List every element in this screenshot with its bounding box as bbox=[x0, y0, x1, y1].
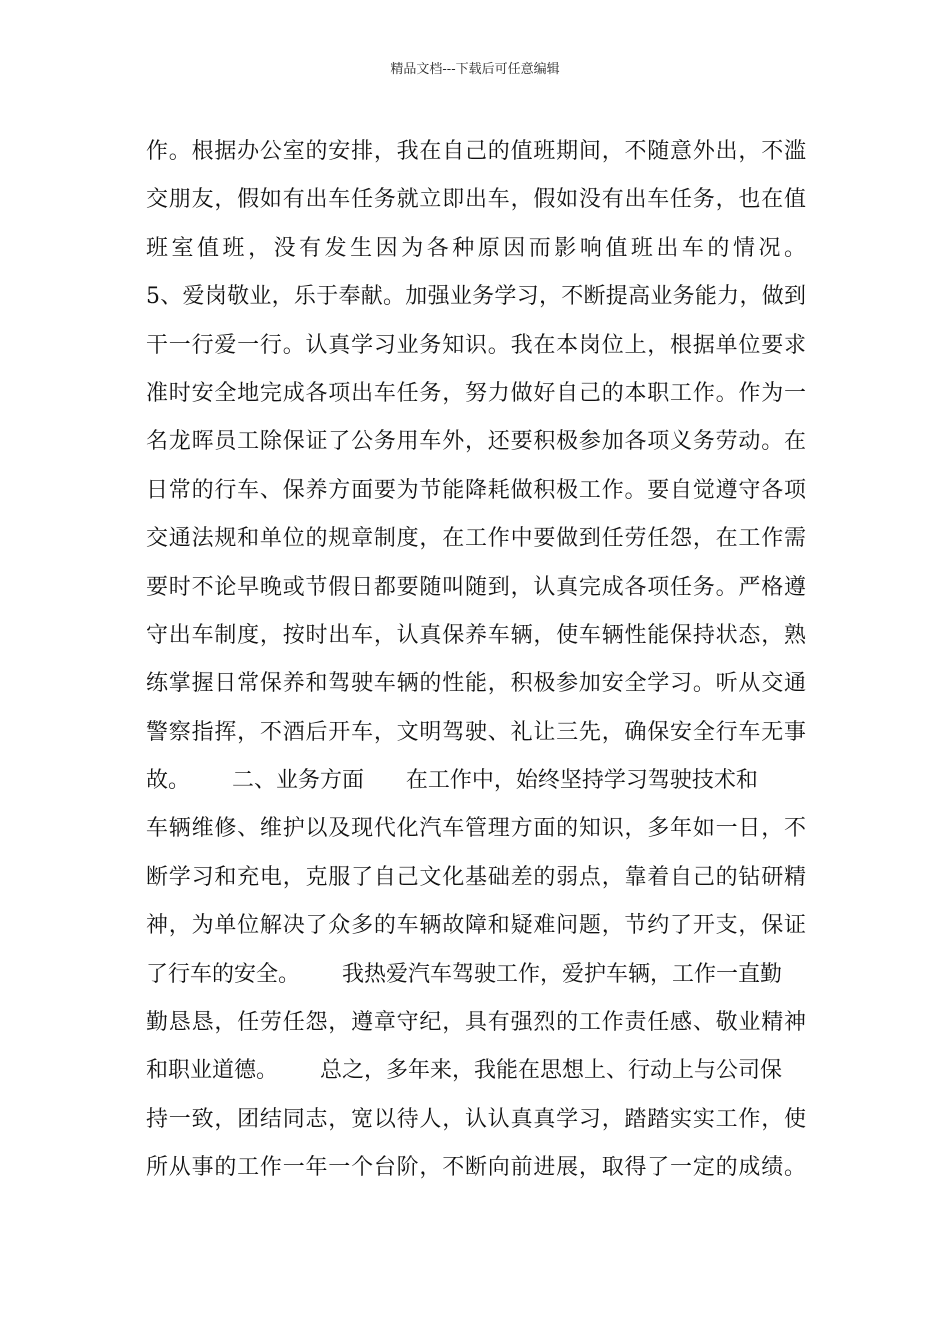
text-line-10: 要时不论早晚或节假日都要随叫随到，认真完成各项任务。严格遵 bbox=[146, 574, 806, 600]
document-body bbox=[146, 128, 806, 1193]
text-line-7: 名龙晖员工除保证了公务用车外，还要积极参加各项义务劳动。在 bbox=[146, 429, 806, 455]
text-line-21: 持一致，团结同志，宽以待人，认认真真学习，踏踏实实工作，使 bbox=[146, 1106, 806, 1132]
text-line-1: 作。根据办公室的安排，我在自己的值班期间，不随意外出，不滥 bbox=[146, 139, 806, 164]
text-line-3: 班室值班，没有发生因为各种原因而影响值班出车的情况。 bbox=[146, 235, 806, 261]
text-line-6: 准时安全地完成各项出车任务，努力做好自己的本职工作。作为一 bbox=[146, 380, 806, 406]
text-line-12: 练掌握日常保养和驾驶车辆的性能，积极参加安全学习。听从交通 bbox=[146, 671, 806, 697]
text-line-20: 和职业道德。 总之，多年来，我能在思想上、行动上与公司保 bbox=[146, 1058, 782, 1084]
text-line-17: 神，为单位解决了众多的车辆故障和疑难问题，节约了开支，保证 bbox=[146, 913, 806, 939]
text-line-2: 交朋友，假如有出车任务就立即出车，假如没有出车任务，也在值 bbox=[146, 187, 806, 213]
text-line-9: 交通法规和单位的规章制度，在工作中要做到任劳任怨，在工作需 bbox=[146, 526, 806, 552]
text-line-8: 日常的行车、保养方面要为节能降耗做积极工作。要自觉遵守各项 bbox=[146, 477, 806, 503]
page-header: 精品文档---下载后可任意编辑 bbox=[390, 62, 560, 77]
text-line-15: 车辆维修、维护以及现代化汽车管理方面的知识，多年如一日，不 bbox=[146, 816, 806, 842]
text-line-18: 了行车的安全。 我热爱汽车驾驶工作，爱护车辆，工作一直勤 bbox=[146, 961, 782, 987]
text-line-4: 5、爱岗敬业，乐于奉献。加强业务学习，不断提高业务能力，做到 bbox=[146, 284, 806, 310]
text-line-13: 警察指挥，不酒后开车，文明驾驶、礼让三先，确保安全行车无事 bbox=[146, 719, 806, 745]
text-line-19: 勤恳恳，任劳任怨，遵章守纪，具有强烈的工作责任感、敬业精神 bbox=[146, 1010, 806, 1036]
text-line-11: 守出车制度，按时出车，认真保养车辆，使车辆性能保持状态，熟 bbox=[146, 622, 806, 648]
text-line-5: 干一行爱一行。认真学习业务知识。我在本岗位上，根据单位要求 bbox=[146, 332, 806, 358]
text-line-22: 所从事的工作一年一个台阶，不断向前进展，取得了一定的成绩。 bbox=[146, 1155, 806, 1181]
text-line-14: 故。 二、业务方面 在工作中，始终坚持学习驾驶技术和 bbox=[146, 768, 758, 794]
text-line-16: 断学习和充电，克服了自己文化基础差的弱点，靠着自己的钻研精 bbox=[146, 864, 806, 890]
